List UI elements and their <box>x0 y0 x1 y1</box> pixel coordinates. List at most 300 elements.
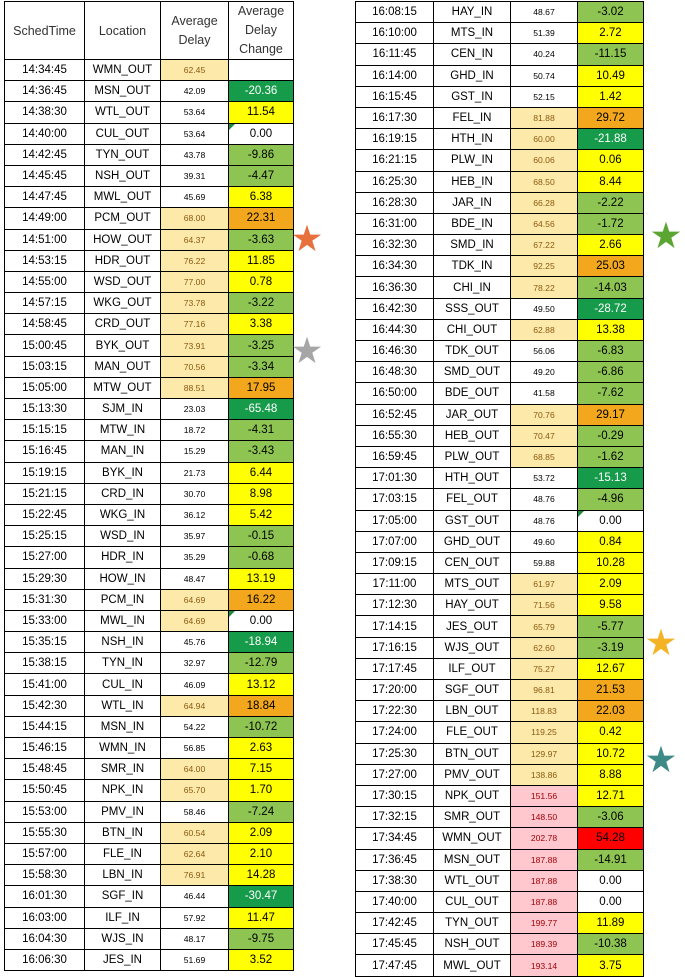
average-delay-cell: 50.74 <box>511 65 578 86</box>
delay-change-cell: -4.47 <box>229 165 294 186</box>
location-cell: SGF_IN <box>85 886 161 907</box>
location-cell: HOW_OUT <box>85 229 161 250</box>
table-row <box>5 123 294 144</box>
delay-change-cell: -12.79 <box>229 653 294 674</box>
location-cell: GHD_OUT <box>434 531 511 552</box>
star-shape <box>647 746 675 773</box>
delay-change-cell: -6.86 <box>578 362 644 383</box>
average-delay-cell: 62.88 <box>511 319 578 340</box>
sched-time-cell: 14:49:00 <box>5 208 85 229</box>
delay-change-cell: 22.31 <box>229 208 294 229</box>
table-body-left <box>5 60 294 971</box>
sched-time-cell: 16:10:00 <box>356 23 434 44</box>
location-cell: CEN_IN <box>434 44 511 65</box>
average-delay-cell: 48.17 <box>161 928 229 949</box>
average-delay-cell: 18.72 <box>161 420 229 441</box>
delay-change-cell: 2.09 <box>578 574 644 595</box>
header-sched-time: SchedTime <box>5 2 85 60</box>
location-cell: HAY_IN <box>434 2 511 23</box>
average-delay-cell: 58.46 <box>161 801 229 822</box>
average-delay-cell: 60.06 <box>511 150 578 171</box>
table-row <box>5 420 294 441</box>
table-row <box>5 165 294 186</box>
average-delay-cell: 92.25 <box>511 256 578 277</box>
delay-change-cell: 13.12 <box>229 674 294 695</box>
location-cell: TDK_IN <box>434 256 511 277</box>
average-delay-cell: 138.86 <box>511 764 578 785</box>
location-cell: MSN_OUT <box>434 849 511 870</box>
sched-time-cell: 17:27:00 <box>356 764 434 785</box>
location-cell: WKG_IN <box>85 504 161 525</box>
table-row <box>356 722 644 743</box>
location-cell: SMR_OUT <box>434 807 511 828</box>
table-row <box>356 171 644 192</box>
average-delay-cell: 129.97 <box>511 743 578 764</box>
average-delay-cell: 48.76 <box>511 510 578 531</box>
delay-change-cell: 11.85 <box>229 250 294 271</box>
star-icon-gray <box>292 336 322 364</box>
location-cell: NSH_OUT <box>85 165 161 186</box>
location-cell: TDK_OUT <box>434 341 511 362</box>
delay-change-cell: 29.17 <box>578 404 644 425</box>
location-cell: CUL_IN <box>85 674 161 695</box>
location-cell: MAN_IN <box>85 441 161 462</box>
location-cell: FEL_OUT <box>434 489 511 510</box>
sched-time-cell: 17:25:30 <box>356 743 434 764</box>
location-cell: BYK_OUT <box>85 335 161 356</box>
average-delay-cell: 65.70 <box>161 780 229 801</box>
location-cell: SSS_OUT <box>434 298 511 319</box>
sched-time-cell: 16:52:45 <box>356 404 434 425</box>
table-row <box>5 526 294 547</box>
delay-change-cell: 0.42 <box>578 722 644 743</box>
table-row <box>356 86 644 107</box>
delay-change-cell: 12.71 <box>578 785 644 806</box>
average-delay-cell: 70.47 <box>511 425 578 446</box>
delay-change-cell: -20.36 <box>229 81 294 102</box>
sched-time-cell: 15:38:15 <box>5 653 85 674</box>
average-delay-cell: 187.88 <box>511 891 578 912</box>
delay-change-cell: -3.22 <box>229 293 294 314</box>
location-cell: LBN_OUT <box>434 701 511 722</box>
sched-time-cell: 17:30:15 <box>356 785 434 806</box>
sched-time-cell: 14:58:45 <box>5 314 85 335</box>
location-cell: HTH_IN <box>434 129 511 150</box>
average-delay-cell: 48.67 <box>511 2 578 23</box>
average-delay-cell: 51.69 <box>161 949 229 970</box>
table-row <box>356 107 644 128</box>
average-delay-cell: 35.29 <box>161 547 229 568</box>
location-cell: PLW_IN <box>434 150 511 171</box>
location-cell: BTN_OUT <box>434 743 511 764</box>
sched-time-cell: 15:31:30 <box>5 589 85 610</box>
location-cell: PLW_OUT <box>434 446 511 467</box>
average-delay-cell: 35.97 <box>161 526 229 547</box>
sched-time-cell: 15:13:30 <box>5 399 85 420</box>
table-row <box>356 150 644 171</box>
sched-time-cell: 17:01:30 <box>356 468 434 489</box>
star-shape <box>293 225 321 252</box>
sched-time-cell: 14:51:00 <box>5 229 85 250</box>
delay-change-cell: -11.15 <box>578 44 644 65</box>
average-delay-cell: 67.22 <box>511 235 578 256</box>
average-delay-cell: 41.58 <box>511 383 578 404</box>
table-row <box>5 886 294 907</box>
location-cell: SGF_OUT <box>434 680 511 701</box>
location-cell: TYN_OUT <box>85 144 161 165</box>
delay-change-cell: -18.94 <box>229 632 294 653</box>
delay-change-cell: 18.84 <box>229 695 294 716</box>
star-shape <box>652 222 680 249</box>
average-delay-cell: 52.15 <box>511 86 578 107</box>
delay-change-cell: 14.28 <box>229 865 294 886</box>
average-delay-cell: 193.14 <box>511 955 578 976</box>
table-row <box>5 504 294 525</box>
table-row <box>356 362 644 383</box>
star-icon-teal <box>646 745 676 773</box>
delay-change-cell <box>229 60 294 81</box>
location-cell: MTS_IN <box>434 23 511 44</box>
sched-time-cell: 15:53:00 <box>5 801 85 822</box>
delay-change-cell: -1.62 <box>578 446 644 467</box>
sched-time-cell: 15:03:15 <box>5 356 85 377</box>
sched-time-cell: 15:44:15 <box>5 716 85 737</box>
location-cell: BTN_IN <box>85 822 161 843</box>
sched-time-cell: 17:42:45 <box>356 913 434 934</box>
location-cell: MWL_IN <box>85 610 161 631</box>
sched-time-cell: 16:55:30 <box>356 425 434 446</box>
sched-time-cell: 14:45:45 <box>5 165 85 186</box>
delay-change-cell: -1.72 <box>578 213 644 234</box>
location-cell: TYN_IN <box>85 653 161 674</box>
location-cell: JAR_OUT <box>434 404 511 425</box>
sched-time-cell: 15:16:45 <box>5 441 85 462</box>
sched-time-cell: 15:00:45 <box>5 335 85 356</box>
table-row <box>5 144 294 165</box>
table-row <box>356 256 644 277</box>
table-row <box>356 849 644 870</box>
average-delay-cell: 68.50 <box>511 171 578 192</box>
delay-change-cell: 13.19 <box>229 568 294 589</box>
delay-change-cell: 0.06 <box>578 150 644 171</box>
average-delay-cell: 76.22 <box>161 250 229 271</box>
sched-time-cell: 14:34:45 <box>5 60 85 81</box>
location-cell: JAR_IN <box>434 192 511 213</box>
table-row <box>356 785 644 806</box>
sched-time-cell: 15:57:00 <box>5 843 85 864</box>
delay-change-cell: 3.75 <box>578 955 644 976</box>
delay-change-cell: 0.00 <box>578 510 644 531</box>
average-delay-cell: 42.09 <box>161 81 229 102</box>
average-delay-cell: 62.60 <box>511 637 578 658</box>
table-row <box>5 441 294 462</box>
delay-change-cell: 8.88 <box>578 764 644 785</box>
delay-change-cell: -2.22 <box>578 192 644 213</box>
sched-time-cell: 17:22:30 <box>356 701 434 722</box>
location-cell: MSN_OUT <box>85 81 161 102</box>
sched-time-cell: 14:47:45 <box>5 187 85 208</box>
table-row <box>5 568 294 589</box>
table-row <box>5 865 294 886</box>
average-delay-cell: 32.97 <box>161 653 229 674</box>
location-cell: CUL_OUT <box>434 891 511 912</box>
table-row <box>5 653 294 674</box>
star-icon-yellow <box>646 628 676 656</box>
delay-change-cell: 1.70 <box>229 780 294 801</box>
table-row <box>5 250 294 271</box>
table-row <box>356 658 644 679</box>
average-delay-cell: 187.88 <box>511 849 578 870</box>
location-cell: WMN_OUT <box>85 60 161 81</box>
table-row <box>356 574 644 595</box>
average-delay-cell: 77.16 <box>161 314 229 335</box>
delay-change-cell: 9.58 <box>578 595 644 616</box>
average-delay-cell: 54.22 <box>161 716 229 737</box>
table-row <box>5 822 294 843</box>
average-delay-cell: 96.81 <box>511 680 578 701</box>
delay-change-cell: -15.13 <box>578 468 644 489</box>
location-cell: WTL_OUT <box>85 102 161 123</box>
location-cell: JES_OUT <box>434 616 511 637</box>
header-average-delay: Average Delay <box>161 2 229 60</box>
delay-change-cell: 8.98 <box>229 483 294 504</box>
table-row <box>5 229 294 250</box>
location-cell: WJS_OUT <box>434 637 511 658</box>
table-row <box>356 341 644 362</box>
location-cell: CRD_IN <box>85 483 161 504</box>
average-delay-cell: 118.83 <box>511 701 578 722</box>
sched-time-cell: 17:38:30 <box>356 870 434 891</box>
average-delay-cell: 48.47 <box>161 568 229 589</box>
sched-time-cell: 15:05:00 <box>5 377 85 398</box>
location-cell: WSD_IN <box>85 526 161 547</box>
delay-change-cell: 22.03 <box>578 701 644 722</box>
delay-change-cell: 11.54 <box>229 102 294 123</box>
table-row <box>356 2 644 23</box>
average-delay-cell: 30.70 <box>161 483 229 504</box>
table-row <box>5 399 294 420</box>
table-row <box>5 187 294 208</box>
table-row <box>5 81 294 102</box>
sched-time-cell: 16:31:00 <box>356 213 434 234</box>
sched-time-cell: 16:28:30 <box>356 192 434 213</box>
delay-change-cell: -3.02 <box>578 2 644 23</box>
sched-time-cell: 16:19:15 <box>356 129 434 150</box>
average-delay-cell: 64.37 <box>161 229 229 250</box>
delay-change-cell: 1.42 <box>578 86 644 107</box>
delay-change-cell: -7.62 <box>578 383 644 404</box>
delay-change-cell: -30.47 <box>229 886 294 907</box>
average-delay-cell: 49.60 <box>511 531 578 552</box>
sched-time-cell: 16:06:30 <box>5 949 85 970</box>
average-delay-cell: 60.54 <box>161 822 229 843</box>
sched-time-cell: 14:42:45 <box>5 144 85 165</box>
sched-time-cell: 16:44:30 <box>356 319 434 340</box>
table-row <box>356 828 644 849</box>
location-cell: MWL_OUT <box>85 187 161 208</box>
table-row <box>356 235 644 256</box>
location-cell: ILF_OUT <box>434 658 511 679</box>
table-row <box>5 377 294 398</box>
table-row <box>5 780 294 801</box>
location-cell: TYN_OUT <box>434 913 511 934</box>
table-row <box>356 298 644 319</box>
sched-time-cell: 16:59:45 <box>356 446 434 467</box>
average-delay-cell: 62.45 <box>161 60 229 81</box>
average-delay-cell: 48.76 <box>511 489 578 510</box>
table-row <box>5 801 294 822</box>
star-icon-orange <box>292 224 322 252</box>
delay-change-cell: -0.29 <box>578 425 644 446</box>
delay-change-cell: -14.91 <box>578 849 644 870</box>
sched-time-cell: 17:47:45 <box>356 955 434 976</box>
table-row <box>356 531 644 552</box>
delay-change-cell: -3.34 <box>229 356 294 377</box>
average-delay-cell: 49.50 <box>511 298 578 319</box>
location-cell: MWL_OUT <box>434 955 511 976</box>
location-cell: SMD_OUT <box>434 362 511 383</box>
sched-time-cell: 16:01:30 <box>5 886 85 907</box>
location-cell: HTH_OUT <box>434 468 511 489</box>
location-cell: PCM_OUT <box>85 208 161 229</box>
average-delay-cell: 68.00 <box>161 208 229 229</box>
average-delay-cell: 64.69 <box>161 610 229 631</box>
sched-time-cell: 17:11:00 <box>356 574 434 595</box>
table-row <box>5 208 294 229</box>
location-cell: HOW_IN <box>85 568 161 589</box>
table-row <box>5 738 294 759</box>
sched-time-cell: 14:55:00 <box>5 271 85 292</box>
location-cell: MTW_IN <box>85 420 161 441</box>
average-delay-cell: 65.79 <box>511 616 578 637</box>
delay-change-cell: 16.22 <box>229 589 294 610</box>
delay-change-cell: -4.96 <box>578 489 644 510</box>
location-cell: WJS_IN <box>85 928 161 949</box>
sched-time-cell: 16:17:30 <box>356 107 434 128</box>
table-row <box>356 891 644 912</box>
sched-time-cell: 16:08:15 <box>356 2 434 23</box>
table-row <box>356 277 644 298</box>
location-cell: SJM_IN <box>85 399 161 420</box>
average-delay-cell: 199.77 <box>511 913 578 934</box>
table-row <box>5 632 294 653</box>
average-delay-cell: 78.22 <box>511 277 578 298</box>
delay-change-cell: 10.72 <box>578 743 644 764</box>
sched-time-cell: 17:14:15 <box>356 616 434 637</box>
table-row <box>356 489 644 510</box>
average-delay-cell: 73.78 <box>161 293 229 314</box>
table-row <box>5 610 294 631</box>
sched-time-cell: 17:09:15 <box>356 552 434 573</box>
sched-time-cell: 16:14:00 <box>356 65 434 86</box>
location-cell: CHI_IN <box>434 277 511 298</box>
table-row <box>5 695 294 716</box>
location-cell: JES_IN <box>85 949 161 970</box>
delay-change-cell: 25.03 <box>578 256 644 277</box>
delay-change-cell: 2.09 <box>229 822 294 843</box>
table-row <box>5 356 294 377</box>
table-header-row <box>5 2 294 60</box>
average-delay-cell: 148.50 <box>511 807 578 828</box>
sched-time-cell: 17:40:00 <box>356 891 434 912</box>
table-row <box>356 552 644 573</box>
average-delay-cell: 59.88 <box>511 552 578 573</box>
average-delay-cell: 64.56 <box>511 213 578 234</box>
location-cell: HDR_OUT <box>85 250 161 271</box>
sched-time-cell: 15:25:15 <box>5 526 85 547</box>
table-row <box>5 462 294 483</box>
average-delay-cell: 62.64 <box>161 843 229 864</box>
sched-time-cell: 17:05:00 <box>356 510 434 531</box>
average-delay-cell: 202.78 <box>511 828 578 849</box>
average-delay-cell: 53.72 <box>511 468 578 489</box>
table-row <box>356 192 644 213</box>
delay-change-cell: 7.15 <box>229 759 294 780</box>
average-delay-cell: 60.00 <box>511 129 578 150</box>
delay-change-cell: -14.03 <box>578 277 644 298</box>
location-cell: MSN_IN <box>85 716 161 737</box>
average-delay-cell: 64.00 <box>161 759 229 780</box>
delay-change-cell: -3.06 <box>578 807 644 828</box>
sched-time-cell: 17:17:45 <box>356 658 434 679</box>
delay-change-cell: 54.28 <box>578 828 644 849</box>
delay-change-cell: -5.77 <box>578 616 644 637</box>
header-average-delay-change: Average Delay Change <box>229 2 294 60</box>
location-cell: PMV_IN <box>85 801 161 822</box>
average-delay-cell: 75.27 <box>511 658 578 679</box>
sched-time-cell: 15:21:15 <box>5 483 85 504</box>
sched-time-cell: 16:48:30 <box>356 362 434 383</box>
average-delay-cell: 70.56 <box>161 356 229 377</box>
delay-change-cell: 8.44 <box>578 171 644 192</box>
average-delay-cell: 15.29 <box>161 441 229 462</box>
delay-change-cell: 0.00 <box>578 891 644 912</box>
schedule-table-right <box>355 1 644 977</box>
location-cell: GHD_IN <box>434 65 511 86</box>
sched-time-cell: 15:46:15 <box>5 738 85 759</box>
delay-change-cell: 17.95 <box>229 377 294 398</box>
average-delay-cell: 51.39 <box>511 23 578 44</box>
table-row <box>356 319 644 340</box>
delay-change-cell: -0.68 <box>229 547 294 568</box>
location-cell: HDR_IN <box>85 547 161 568</box>
location-cell: HAY_OUT <box>434 595 511 616</box>
table-row <box>356 934 644 955</box>
location-cell: GST_IN <box>434 86 511 107</box>
location-cell: SMD_IN <box>434 235 511 256</box>
location-cell: FLE_IN <box>85 843 161 864</box>
location-cell: HEB_OUT <box>434 425 511 446</box>
table-row <box>356 23 644 44</box>
sched-time-cell: 15:48:45 <box>5 759 85 780</box>
delay-change-cell: 2.72 <box>578 23 644 44</box>
table-row <box>356 955 644 976</box>
table-row <box>356 701 644 722</box>
delay-change-cell: 0.84 <box>578 531 644 552</box>
average-delay-cell: 46.09 <box>161 674 229 695</box>
average-delay-cell: 68.85 <box>511 446 578 467</box>
table-row <box>356 764 644 785</box>
delay-change-cell: 0.00 <box>229 610 294 631</box>
sched-time-cell: 16:46:30 <box>356 341 434 362</box>
sched-time-cell: 16:32:30 <box>356 235 434 256</box>
table-row <box>5 483 294 504</box>
average-delay-cell: 76.91 <box>161 865 229 886</box>
sched-time-cell: 15:15:15 <box>5 420 85 441</box>
table-row <box>5 907 294 928</box>
average-delay-cell: 36.12 <box>161 504 229 525</box>
sched-time-cell: 16:04:30 <box>5 928 85 949</box>
